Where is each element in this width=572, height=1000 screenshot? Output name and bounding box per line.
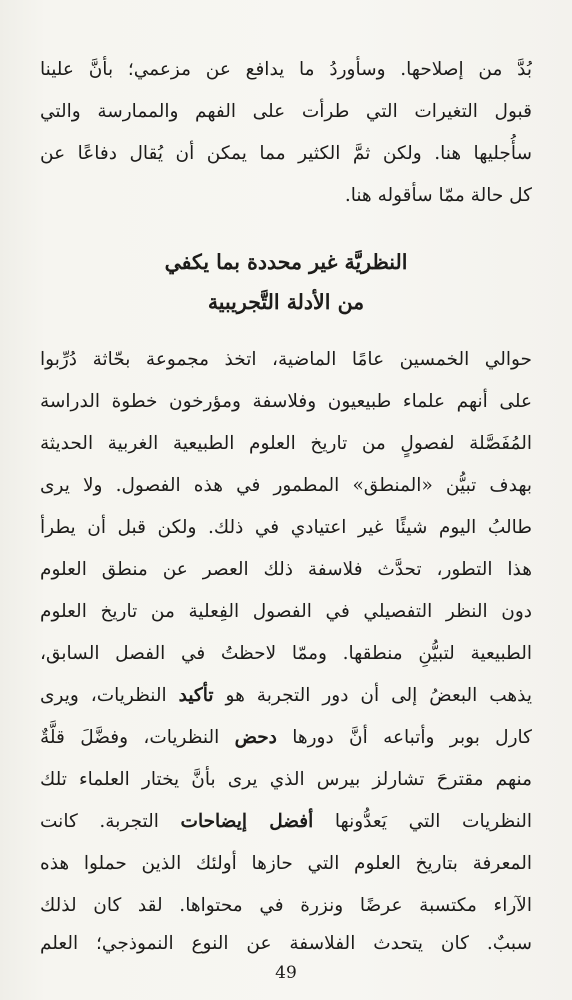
section-heading-line-1: النظريَّة غير محددة بما يكفي (164, 250, 408, 274)
text-line-with-emphasis (40, 718, 532, 758)
text-line: سأُجليها هنا. ولكن ثمَّ الكثير مما يمكن أن يُقال دفاعًا عن (40, 143, 532, 164)
text-line: دون النظر التفصيلي في الفصول الفِعلية من تاريخ العلوم (40, 601, 532, 622)
text-line: كل حالة ممّا سأقوله هنا. (344, 185, 532, 206)
text-line: منهم مقترحَ تشارلز بيرس الذي يرى بأنَّ يختار العلماء تلك (40, 769, 532, 790)
text-segment: كارل بوبر وأتباعه أنَّ دورها (276, 727, 532, 748)
page-number: 49 (275, 963, 297, 983)
text-line: طالبُ اليوم شيئًا غير اعتيادي في ذلك. ولكن قبل أن يطرأ (40, 517, 532, 538)
emphasis-term: تأكيد (178, 685, 214, 706)
text-line: المُفَصَّلة لفصولٍ من تاريخ العلوم الطبيعية الغربية الحديثة (40, 433, 532, 454)
text-line: هذا التطور، تحدَّث فلاسفة ذلك العصر عن منطق العلوم (40, 559, 532, 580)
text-line: قبول التغيرات التي طرأت على الفهم والممارسة والتي (40, 101, 532, 122)
text-line: بهدف تبيُّن «المنطق» المطمور في هذه الفصول. ولا يرى (40, 475, 532, 496)
text-line: الآراء مكتسبة عرضًا ونزرة في محتواها. لقد كان لذلك (40, 895, 532, 916)
text-line-with-emphasis (40, 676, 532, 716)
text-line: على أنهم علماء طبيعيون وفلاسفة ومؤرخون خطوة الدراسة (40, 391, 532, 412)
text-segment: يذهب البعضُ إلى أن دور التجربة هو (213, 685, 532, 706)
emphasis-term: دحض (234, 727, 277, 748)
text-line: الطبيعية لتبيُّنِ منطقها. وممّا لاحظتُ في الفصل السابق، (40, 643, 532, 664)
text-segment: التجربة. كانت (40, 811, 181, 832)
section-heading-line-2: من الأدلة التَّجريبية (207, 290, 365, 314)
text-segment: النظريات، وفضَّلَ قلَّةٌ (40, 727, 235, 748)
text-segment: النظريات، ويرى (40, 685, 179, 706)
text-line: المعرفة بتاريخ العلوم التي حازها أولئك الذين حملوا هذه (40, 853, 532, 874)
text-segment: النظريات التي يَعدُّونها (313, 811, 532, 832)
text-line: بُدَّ من إصلاحها. وسأوردُ ما يدافع عن مزعمي؛ بأنَّ علينا (40, 59, 532, 80)
text-line-with-emphasis (40, 802, 532, 842)
page-text-block (40, 0, 532, 1000)
text-line: حوالي الخمسين عامًا الماضية، اتخذ مجموعة بحّاثة دُرِّبوا (40, 349, 532, 370)
text-line: سببٌ. كان يتحدث الفلاسفة عن النوع النموذجي؛ العلم (40, 933, 532, 954)
emphasis-term: أفضل إيضاحات (180, 811, 314, 832)
